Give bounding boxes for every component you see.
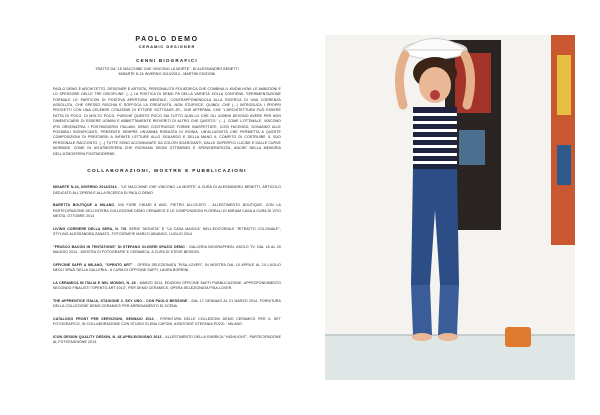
entry-text: - ALLESTIMENTO DELLA RUBRICA "HIGHLIGHT", PARTECIPAZIONE AL FOTOFASHIONE 2013. <box>53 334 281 344</box>
collab-entry <box>53 281 281 292</box>
collab-entries-list <box>53 185 281 345</box>
entry-head: "FRUSCO BACON IN TENTATIONS" DI STEFANO OLIVIERI SPAZIO DEMO <box>53 244 185 249</box>
bio-section-title: CENNI BIOGRAFICI <box>136 58 198 63</box>
glass-table <box>325 335 575 380</box>
collab-section-title: COLLABORAZIONI, MOSTRE E PUBBLICAZIONI <box>87 169 247 175</box>
entry-head: MISARTE N.24, INVERNO 2013/2014 <box>53 185 117 190</box>
excerpt-line: MISARTE N.24 INVERNO 2013/2014 - MARTINI EDIZIONI <box>118 72 216 77</box>
excerpt-line: TRATTO DA "LE MACCHINE CHE VINCONO LA MORTE", DI ALESSANDRO BENETTI <box>95 67 239 71</box>
collab-entry <box>53 263 281 274</box>
entry-text: - OPERA SELEZIONATA "PISA-LOVER", IN MOSTRA DAL 10 APRILE AL 14 LUGLIO NEGLI SPAZI DELLA GALLERIA - A CURA DI OFFICINE SAFFI, LAURA BORRINI. <box>53 262 281 272</box>
entry-text: - FORNITURA DELLE COLLEZIONI DEMO CERAMICS PER IL SET FOTOGRAFICO, IN COLLABORAZIONE CON STUDIO ELENA CAPONI, ASSISTANT STEFANIA POZZI - MILANO. <box>53 316 281 326</box>
table-object <box>505 327 531 347</box>
wall-artwork-navy <box>557 145 571 185</box>
photo-illustration <box>325 35 575 380</box>
bio-body: PAOLO DEMO È ARCHITETTO, DESIGNER E ARTISTA, PERSONALITÀ POLIEDRICA CHE COMBINA IL KNOW-HOW, LE AMBIZIONI E LO SPESSORE DELLE TRE DISCIPLINE. (...) LA POETICA DI DEMO PA DELLA VARIETÀ SOLLA CONTIENE. SPERIMENTAZIONE FORMALE LE PARTICON DI POSITIVA APERTURA MENTALE, CONTRAPPONENDOLA ALLA RICERCA DI UNA COERENZA ASSOLUTA, CHE SPESSO RISCHIA E SOFFOCA LA CREATIVITÀ. NON STUPISCE, QUINDI, CHE (...) INTRODUCA I PROPRI PROGETTI CON UNA CELEBRE CITAZIONE DI ETTORE SOTTSASS JR., CHE AFFERMA: CHE "L'ARCHITETTURA PUÒ ESSERE FATTA DI POCO, DI MOLTO POCO, PURCHÉ QUESTO POCO SIA TUTTO QUELLO CHE GLI UOMINI DEVONO AVERE PER NON DIMENTICARSI DI ESSERE UOMINI E ABBIETTAMENTE RIEVERITI DI ALTRO CHE QUESTO." (...). COME L'OTTIMALE, VINCONO IPSI ORIGINATRIA I POSTMODERNI ITALIANI, DEMO COSTRUISCE FORME INASPETTATE, COSÌ FACENDO, DONANDO ALLE POSSIBILI SIGNIFICANTI, PRESENTE SEMPRE UN'ANIMA ROBUSTA DI IRONIA, UN'ALLUSIVITÀ CHE PERMETTA A QUESTE COMPOSIZIONI DI PRESTARSI A INFINITE LETTURE ALLO SGUARDO E DELLA MANO IL COMPITO DI COSTRUIRE IL SUO PERSONALE RACCONTO. (...) TUTTE SONO ACCOMUNATE DA COLORI SGARGIANTI, DALLE SUPERFICI LUCIDE E DALLE CURVE MORBIDE, COME IN UN'ATMOSFERA CHE RICHIAMA SEGNI OTTIMISMO E SPENSIERATEZZA, ANCHE NELLA MEMORIA DELL'ATMOSFERA POSTMODERNE. <box>53 86 281 156</box>
collab-entry <box>53 317 281 328</box>
wall-artwork-yellow <box>557 55 571 115</box>
text-column <box>53 36 281 353</box>
entry-head: LA CERAMICA IN ITALIA E NEL MONDO, N. 28 <box>53 280 136 285</box>
wall-artwork-blue <box>459 130 485 165</box>
collab-entry <box>53 299 281 310</box>
collab-entry <box>53 203 281 219</box>
entry-text: . SERIE "MONSTA" E "LA CASA MAGICA" NELL'EDITORIALE "RITRATTO COLONIALE", STYLING ALESSANDRA ZANATO, FOTOGRAFIE MARCO ABIANCO, LUGLIO 2014 <box>53 226 281 236</box>
entry-head: THE APPRENTICE ITALIA, STAGIONE 2, SKY UNO - CON PAOLO BESSONE <box>53 298 188 303</box>
entry-head: ICON DESIGN QUALITY DESIGN, N. 48 APRILE/GIUGNO 2013 <box>53 334 162 339</box>
entry-head: OFFICINE SAFFI A MILANO, "OPENTO ART" <box>53 262 133 267</box>
collab-entry <box>53 245 281 256</box>
bio-excerpt <box>53 67 281 78</box>
designer-name: PAOLO DEMO <box>135 36 199 43</box>
entry-text: , VIA FIORI CHIARI 8 ANG. PIETRO ALLOCATO - ALLESTIMENTO BOUTIQUE, CON LA PARTECIPAZIONE DELL'INTERA COLLEZIONE DEMO CERAMICS E LE COMPOSIZIONI FLOREALI DI MIRIAM CASA A CURA DI VITO MESTA, OTTOBRE 2014 <box>53 203 281 218</box>
entry-head: BARETTA BOUTIQUE A MILANO <box>53 203 115 208</box>
collab-entry <box>53 227 281 238</box>
entry-text: - "LE MACCHINE CHE VINCONO LA MORTE" A CURA DI ALESSANDRO BENETTI, ARTICOLO DEDICATO ALL'OPERA E ALLA RICERCA DI PAOLO DEMO. <box>53 185 281 195</box>
portrait-photo <box>325 35 575 380</box>
entry-text: - GALLERIA BIOGRAPHEIN, ASOLO TV, DAL 18 AL 20 MAGGIO 2014 - MOSTRA DI FOTOGRAFIE E CERAMICA, A CURA DI STEVE BESSON. <box>53 244 281 254</box>
designer-role: CERAMIC DESIGNER <box>138 44 196 49</box>
entry-text: - MARZO 2014, EDIZIONI OFFICINE SAFFI PUBBLICAZIONE, APPROFONDIMENTO SECONDO FINALISTI "OPENTO ART 2014", PER DEMO CERAMICS, OPERA SELEZIONATA PISA-LOVER. <box>53 280 281 290</box>
entry-head: LIVING CORRIERE DELLA SERA, N. 7/8 <box>53 226 127 231</box>
entry-head: CATALOGO FRONT PER SERVIZIONI, GENNAIO 2014 <box>53 316 154 321</box>
collab-entry <box>53 335 281 346</box>
entry-text: - DAL 17 GENNAIO AL 21 MARZO 2014, FORNITURA DELLA COLLEZIONE DEMO CERAMICS PER ARREDAMENTO DI SCENA. <box>53 298 281 308</box>
collab-entry <box>53 185 281 196</box>
